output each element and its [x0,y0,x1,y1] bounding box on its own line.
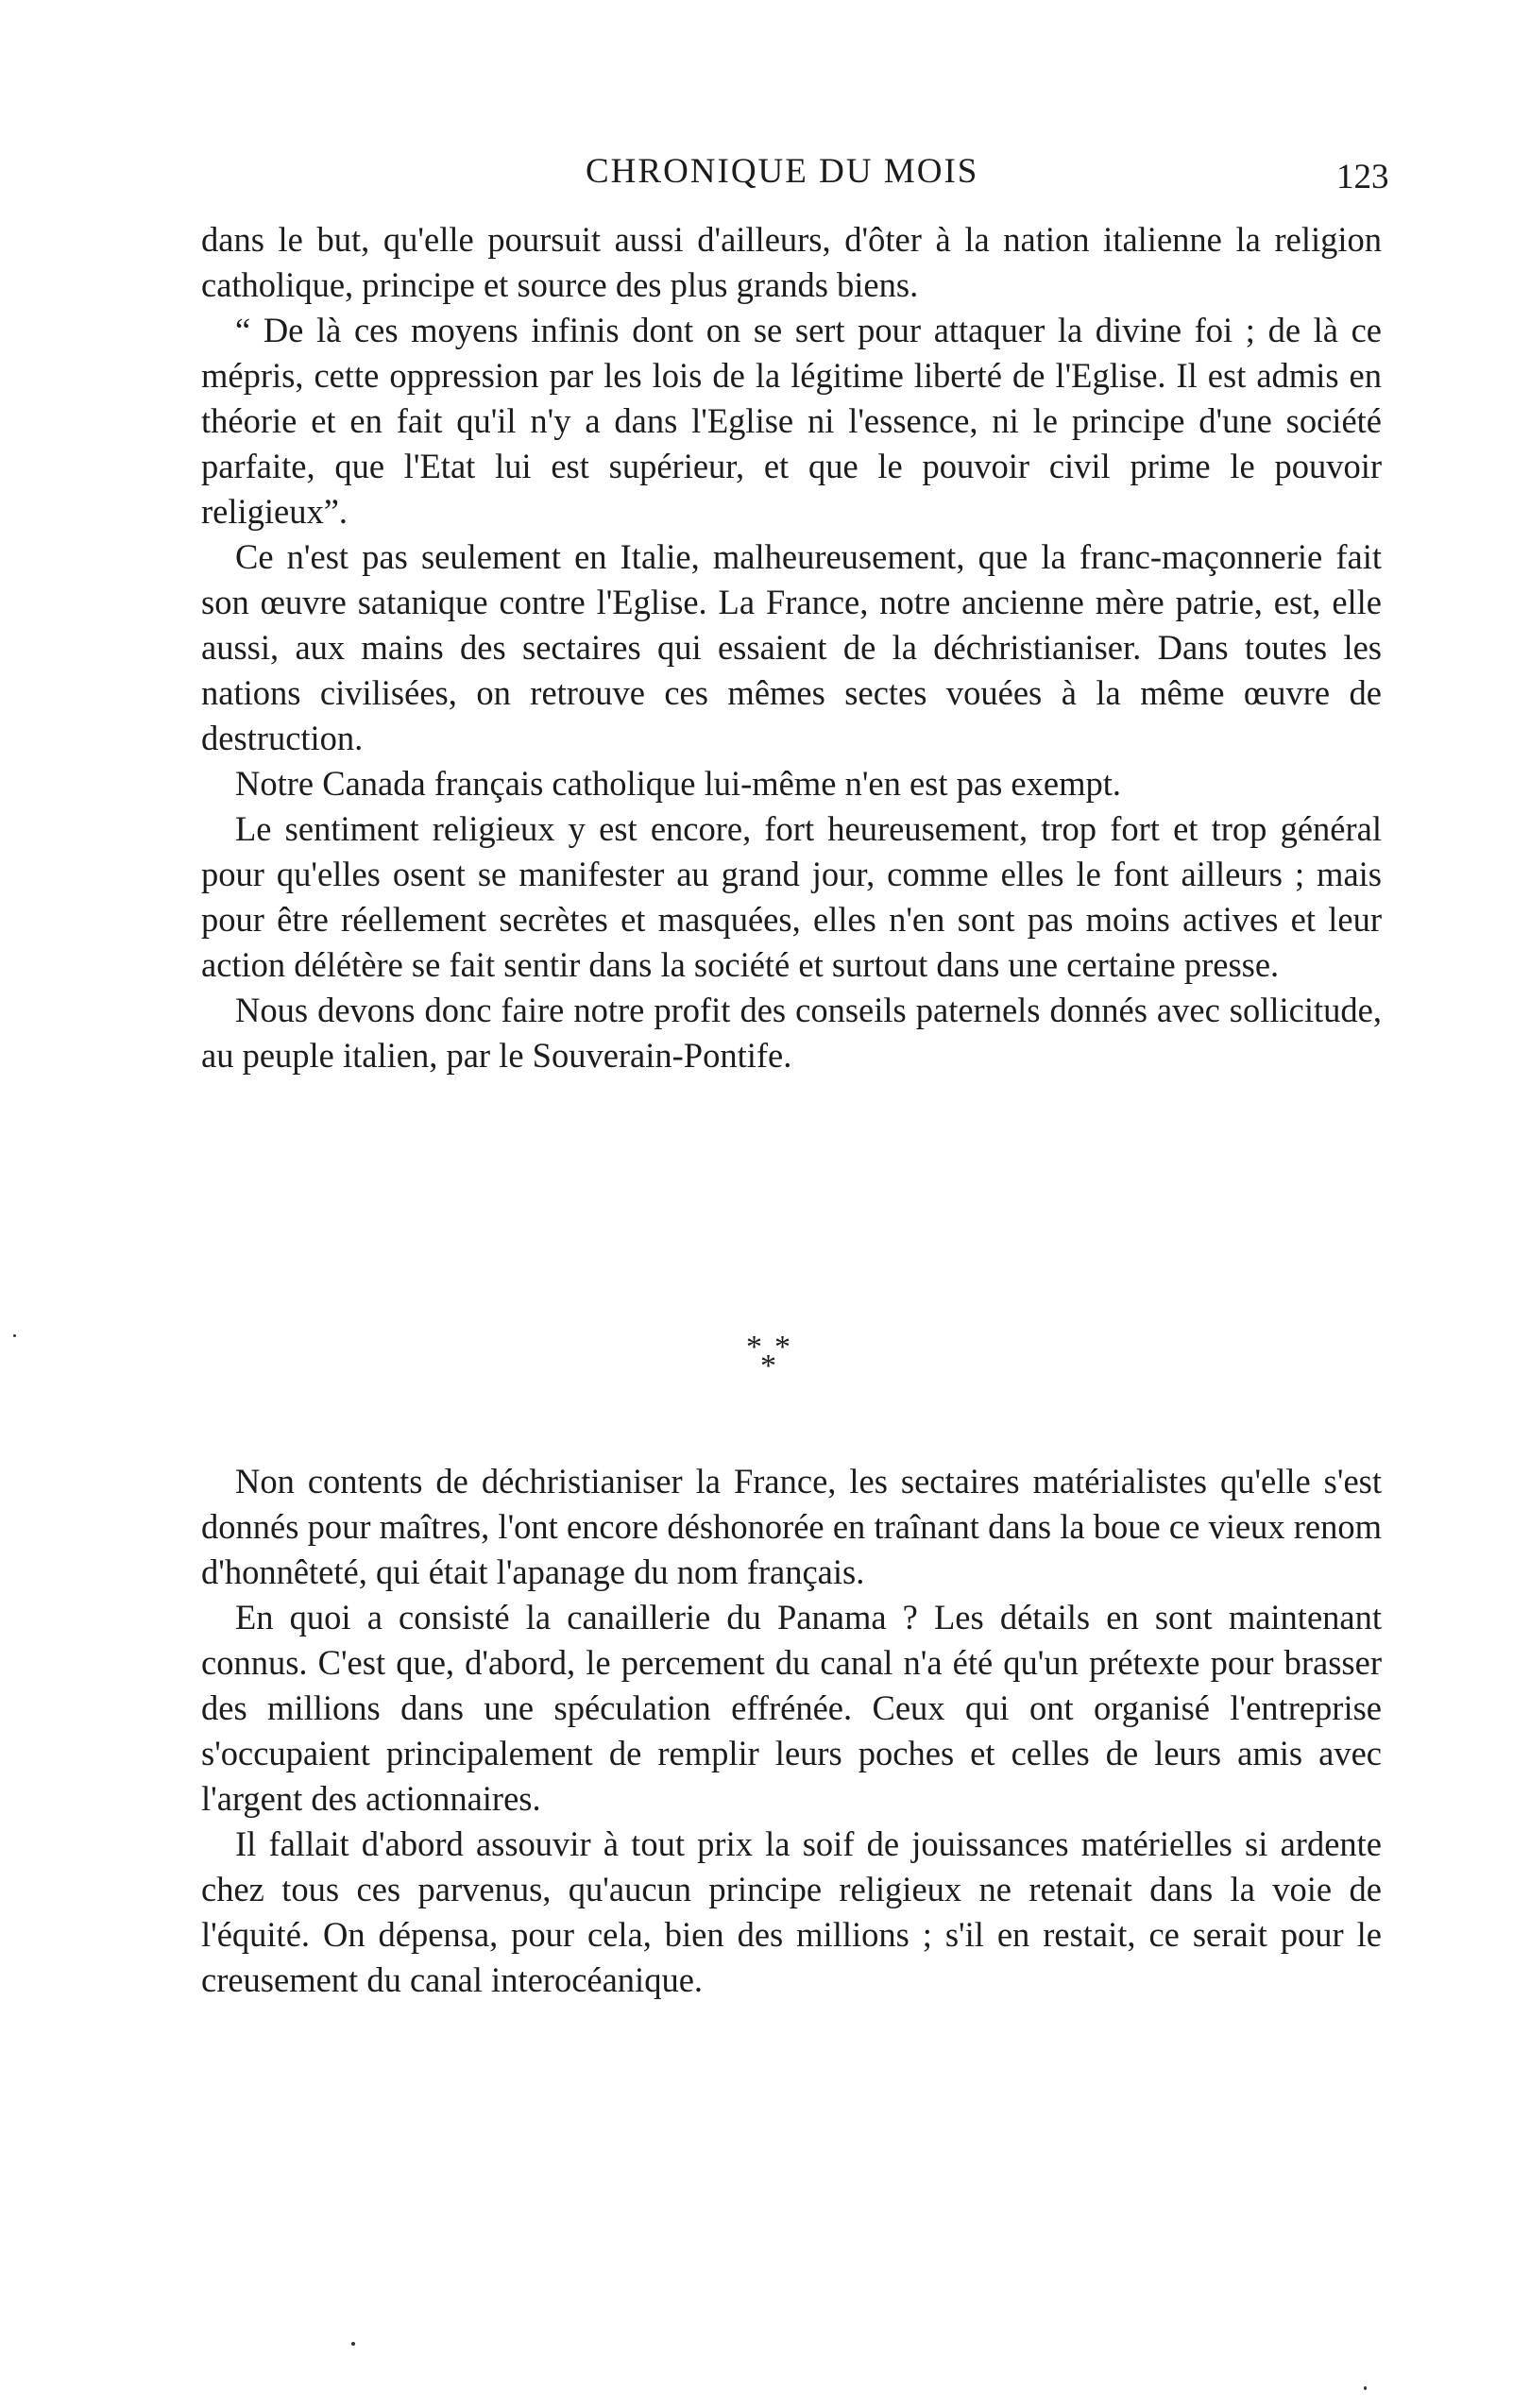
paragraph: Nous devons donc faire notre profit des conseils paternels donnés avec sollicitude, au peuple italien, par le Souverain-Pontife. [201,991,1382,1075]
page-number: 123 [1336,158,1389,196]
section-separator-asterism [746,1331,822,1388]
asterisk-icon: * [746,1330,762,1365]
paragraph: Notre Canada français catholique lui-même n'en est pas exempt. [235,764,1121,803]
ink-speck [1364,2386,1367,2390]
text-section-two [201,1459,1382,2003]
asterisk-icon: * [760,1348,776,1383]
paragraph: Ce n'est pas seulement en Italie, malheureusement, que la franc-maçonnerie fait son œuvre satanique contre l'Eglise. La France, notre ancienne mère patrie, est, elle aussi, aux mains des sectaires qui essaient de la déchristianiser. Dans toutes les nations civilisées, on retrouve ces mêmes sectes vouées à la même œuvre de destruction. [201,537,1382,757]
asterisk-icon: * [774,1330,790,1365]
running-title: CHRONIQUE DU MOIS [586,152,979,191]
paragraph: Le sentiment religieux y est encore, fort heureusement, trop fort et trop général pour qu'elles osent se manifester au grand jour, comme elles le font ailleurs ; mais pour être réellement secrètes et masquées, elles n'en sont pas moins actives et leur action délétère se fait sentir dans la société et surtout dans une certaine presse. [201,809,1382,984]
text-section-one [201,217,1382,1078]
ink-speck [351,2342,355,2346]
paragraph: Il fallait d'abord assouvir à tout prix la soif de jouissances matérielles si ardente chez tous ces parvenus, qu'aucun principe religieux ne retenait dans la voie de l'équité. On dépensa, pour cela, bien des millions ; s'il en restait, ce serait pour le creusement du canal interocéanique. [201,1824,1382,1999]
paragraph: “ De là ces moyens infinis dont on se sert pour attaquer la divine foi ; de là ce mépris, cette oppression par les lois de la légitime liberté de l'Eglise. Il est admis en théorie et en fait qu'il n'y a dans l'Eglise ni l'essence, ni le principe d'une société parfaite, que l'Etat lui est supérieur, et que le pouvoir civil prime le pouvoir religieux”. [201,311,1382,531]
page-header [0,151,1530,208]
paragraph: Non contents de déchristianiser la France, les sectaires matérialistes qu'elle s'est donnés pour maîtres, l'ont encore déshonorée en traînant dans la boue ce vieux renom d'honnêteté, qui était l'apanage du nom français. [201,1462,1382,1591]
paragraph: dans le but, qu'elle poursuit aussi d'ailleurs, d'ôter à la nation italienne la religion catholique, principe et source des plus grands biens. [201,220,1382,304]
paragraph: En quoi a consisté la canaillerie du Panama ? Les détails en sont maintenant connus. C'est que, d'abord, le percement du canal n'a été qu'un prétexte pour brasser des millions dans une spéculation effrénée. Ceux qui ont organisé l'entreprise s'occupaient principalement de remplir leurs poches et celles de leurs amis avec l'argent des actionnaires. [201,1598,1382,1818]
ink-speck [13,1334,16,1337]
